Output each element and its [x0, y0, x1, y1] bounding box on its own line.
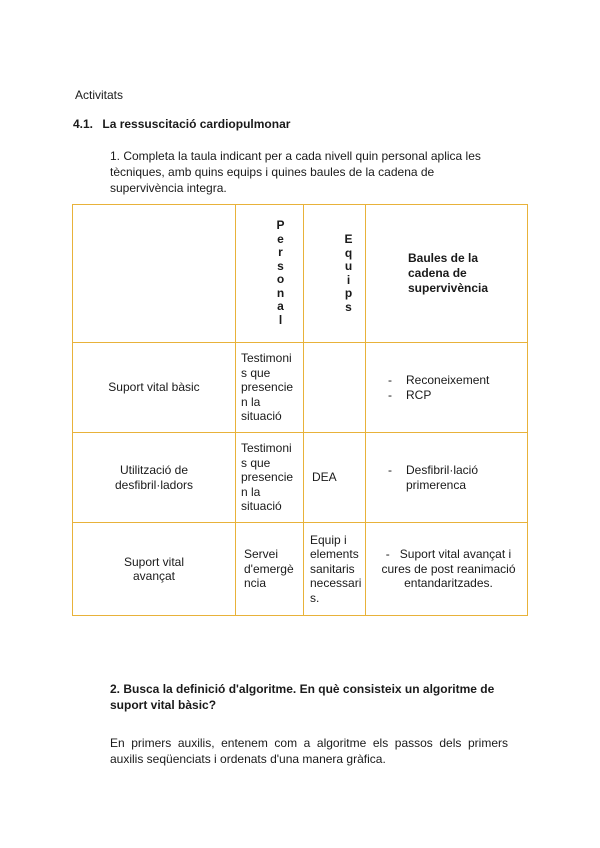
section-title [73, 116, 290, 132]
list-item: - Desfibril·lació primerenca [366, 463, 507, 492]
baules-list [366, 373, 527, 402]
question-2: 2. Busca la definició d'algoritme. En què consisteix un algoritme de suport vital bàsic? [110, 682, 495, 712]
level-cell: Utilització de desfibril·ladors [73, 433, 236, 523]
equips-vertical-label: E q u i p s [344, 232, 353, 314]
header-baules [366, 205, 528, 343]
table-header-row [73, 205, 528, 343]
level-cell: Suport vital bàsic [73, 343, 236, 433]
baules-cell [366, 523, 528, 616]
list-item: - Suport vital avançat i cures de post reanimació entandaritzades. [381, 547, 516, 591]
baules-header-text: Baules de la cadena de supervivència [408, 251, 489, 295]
equips-cell: Equip i elements sanitaris necessari s. [304, 523, 366, 616]
section-number: 4.1. [73, 117, 94, 131]
baules-cell [366, 343, 528, 433]
header-equips [304, 205, 366, 343]
instruction-text: 1. Completa la taula indicant per a cada nivell quin personal aplica les tècniques, amb quins equips i quines baules de la cadena de supervivència integra. [110, 149, 481, 195]
page-heading: Activitats [75, 88, 124, 102]
table-row [73, 343, 528, 433]
baules-cell [366, 433, 528, 523]
header-empty-cell [73, 205, 236, 343]
header-personal [236, 205, 304, 343]
section-title-text: La ressuscitació cardiopulmonar [102, 117, 291, 131]
list-item: - RCP [366, 388, 527, 403]
level-cell: Suport vital avançat [73, 523, 236, 616]
baules-list [366, 463, 527, 492]
list-item: - Reconeixement [366, 373, 527, 388]
personal-cell: Servei d'emergè ncia [236, 523, 304, 616]
personal-cell: Testimoni s que presencie n la situació [236, 343, 304, 433]
survival-chain-table [72, 204, 528, 616]
personal-vertical-label: P e r s o n a l [276, 218, 285, 327]
equips-cell: DEA [304, 433, 366, 523]
answer-2: En primers auxilis, entenem com a algoritme els passos dels primers auxilis seqüenciats i ordenats d'una manera gràfica. [110, 736, 508, 766]
personal-cell: Testimoni s que presencie n la situació [236, 433, 304, 523]
equips-cell [304, 343, 366, 433]
table-row [73, 523, 528, 616]
table-row [73, 433, 528, 523]
